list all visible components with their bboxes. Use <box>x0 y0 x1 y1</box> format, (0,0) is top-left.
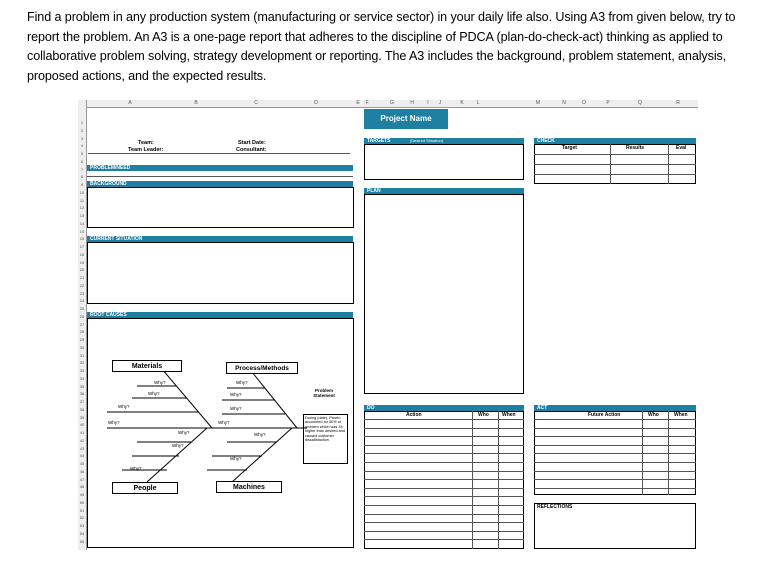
act-row-rule <box>534 436 696 437</box>
do-row-rule <box>364 462 524 463</box>
why-8: Why? <box>172 443 184 448</box>
row-header-41[interactable]: 41 <box>79 430 85 435</box>
check-rule-3 <box>534 174 696 175</box>
do-row-rule <box>364 471 524 472</box>
row-header-48[interactable]: 48 <box>79 484 85 490</box>
act-col-who: Who <box>648 412 659 418</box>
problem-note: During (date), Parefo accounted for 50% of problem which was 3X higher than desired and caused customer dissatisfaction <box>303 414 348 464</box>
row-header-16[interactable]: 16 <box>79 236 85 242</box>
act-header: ACT <box>534 405 696 411</box>
check-col-results: Results <box>626 145 645 151</box>
column-header-d[interactable]: D <box>314 100 318 106</box>
a3-spreadsheet <box>78 100 698 550</box>
row-header-1[interactable]: 1 <box>80 120 84 125</box>
row-header-10[interactable]: 10 <box>79 189 85 195</box>
why-4: Why? <box>236 380 248 385</box>
do-row-rule <box>364 531 524 532</box>
act-row-rule <box>534 471 696 472</box>
act-row-rule <box>534 419 696 420</box>
row-header-37[interactable]: 37 <box>79 399 85 404</box>
do-row-rule <box>364 539 524 540</box>
fishbone-process-methods: Process/Methods <box>226 362 298 374</box>
row-header-14[interactable]: 14 <box>79 220 85 226</box>
row-header-35[interactable]: 35 <box>79 383 85 389</box>
row-header-47[interactable]: 47 <box>79 476 85 482</box>
row-header-11[interactable]: 11 <box>79 197 85 203</box>
column-header-b[interactable]: B <box>194 100 198 106</box>
row-header-39[interactable]: 39 <box>79 414 85 420</box>
do-col-action: Action <box>406 412 422 418</box>
root-causes-header: ROOT CAUSES <box>87 312 353 318</box>
check-rule-2 <box>534 164 696 165</box>
current-situation-header: CURRENT SITUATION <box>87 236 353 242</box>
do-row-rule <box>364 496 524 497</box>
row-header-34[interactable]: 34 <box>79 375 85 381</box>
row-header-43[interactable]: 43 <box>79 445 85 451</box>
problem-need-header: PROBLEM/NEED <box>87 165 353 171</box>
do-row-rule <box>364 488 524 489</box>
row-header-12[interactable]: 12 <box>79 205 85 211</box>
act-row-rule <box>534 428 696 429</box>
column-header-o[interactable]: O <box>582 100 586 106</box>
row-header-33[interactable]: 33 <box>79 368 85 373</box>
why-12: Why? <box>108 420 120 425</box>
team-leader-label: Team Leader: <box>128 147 164 153</box>
column-header-m[interactable]: M <box>535 100 541 106</box>
column-header-n[interactable]: N <box>562 100 566 106</box>
row-header-49[interactable]: 49 <box>79 492 85 497</box>
row-header-32[interactable]: 32 <box>79 360 85 366</box>
act-col-when: When <box>674 412 688 418</box>
act-row-rule <box>534 479 696 480</box>
project-name-banner: Project Name <box>364 109 448 129</box>
do-row-rule <box>364 505 524 506</box>
why-1: Why? <box>154 380 166 385</box>
row-header-4[interactable]: 4 <box>80 143 84 149</box>
row-header-25[interactable]: 25 <box>79 306 85 311</box>
do-row-rule <box>364 522 524 523</box>
column-header-c[interactable]: C <box>254 100 258 106</box>
row-header-46[interactable]: 46 <box>79 468 85 474</box>
act-row-rule <box>534 462 696 463</box>
check-col-target: Target <box>562 145 577 151</box>
why-3: Why? <box>118 404 130 409</box>
team-underline <box>88 153 350 154</box>
why-13: Why? <box>218 420 230 425</box>
act-row-rule <box>534 445 696 446</box>
row-header-18[interactable]: 18 <box>79 251 85 257</box>
row-header-40[interactable]: 40 <box>79 422 85 428</box>
row-header-20[interactable]: 20 <box>79 267 85 273</box>
background-header: BACKGROUND <box>87 181 353 187</box>
fishbone-people: People <box>112 482 178 494</box>
check-header: CHECK <box>534 138 696 144</box>
reflections-label: REFLECTIONS <box>537 504 573 510</box>
row-header-8[interactable]: 8 <box>80 174 84 180</box>
do-row-rule <box>364 428 524 429</box>
row-header-38[interactable]: 38 <box>79 406 85 412</box>
row-header-23[interactable]: 23 <box>79 290 85 296</box>
why-7: Why? <box>178 430 190 435</box>
row-header-9[interactable]: 9 <box>80 182 84 187</box>
do-row-rule <box>364 419 524 420</box>
do-row-rule <box>364 436 524 437</box>
row-header-22[interactable]: 22 <box>79 282 85 288</box>
why-11: Why? <box>230 456 242 461</box>
fishbone-materials: Materials <box>112 360 182 372</box>
do-row-rule <box>364 514 524 515</box>
fishbone-bone-people <box>147 428 207 482</box>
column-header-k[interactable]: K <box>460 100 464 106</box>
fishbone-machines: Machines <box>216 481 282 493</box>
column-header-f[interactable]: F <box>365 100 369 106</box>
why-5: Why? <box>230 392 242 397</box>
do-row-rule <box>364 445 524 446</box>
plan-header: PLAN <box>364 188 524 194</box>
row-header-55[interactable]: 55 <box>79 538 85 544</box>
row-header-5[interactable]: 5 <box>80 151 84 156</box>
column-header-g[interactable]: G <box>390 100 394 106</box>
row-header-50[interactable]: 50 <box>79 499 85 505</box>
column-header-q[interactable]: Q <box>638 100 642 106</box>
row-header-19[interactable]: 19 <box>79 259 85 265</box>
row-header-2[interactable]: 2 <box>80 127 84 133</box>
problem-statement-label: Problem Statement <box>313 388 335 398</box>
plan-box[interactable] <box>364 194 524 394</box>
consultant-label: Consultant: <box>236 147 267 153</box>
row-header-24[interactable]: 24 <box>79 298 85 304</box>
do-row-rule <box>364 453 524 454</box>
why-9: Why? <box>130 466 142 471</box>
row-header-7[interactable]: 7 <box>80 166 84 172</box>
row-header-27[interactable]: 27 <box>79 321 85 327</box>
row-header-30[interactable]: 30 <box>79 344 85 350</box>
column-header-a[interactable]: A <box>128 100 132 106</box>
row-header-44[interactable]: 44 <box>79 453 85 459</box>
row-header-51[interactable]: 51 <box>79 507 85 513</box>
row-header-29[interactable]: 29 <box>79 337 85 342</box>
do-header: DO <box>364 405 524 411</box>
act-row-rule <box>534 453 696 454</box>
team-label: Team: <box>138 140 154 146</box>
act-row-rule <box>534 488 696 489</box>
column-header-e[interactable]: E <box>356 100 360 106</box>
why-2: Why? <box>148 391 160 396</box>
do-row-rule <box>364 479 524 480</box>
column-header-i[interactable]: I <box>427 100 429 106</box>
problem-need-line <box>87 176 353 177</box>
do-col-when: When <box>502 412 516 418</box>
row-header-17[interactable]: 17 <box>79 244 85 249</box>
row-header-28[interactable]: 28 <box>79 329 85 335</box>
row-header-15[interactable]: 15 <box>79 228 85 234</box>
row-header-26[interactable]: 26 <box>79 313 85 319</box>
column-header-h[interactable]: H <box>410 100 414 106</box>
row-header-36[interactable]: 36 <box>79 391 85 397</box>
start-date-label: Start Date: <box>238 140 266 146</box>
instructions-text: Find a problem in any production system (manufacturing or service sector) in your daily life also. Using A3 from given below, try to report the problem. An A3 is a one-page report that adheres to the discipline of PDCA (plan-do-check-act) thinking as applied to collaborative problem solving, strategy development or reporting. The A3 includes the background, problem statement, analysis, proposed actions, and the expected results. <box>27 10 736 83</box>
check-col-eval: Eval <box>676 145 687 151</box>
row-header-6[interactable]: 6 <box>80 158 84 164</box>
act-col-future-action: Future Action <box>588 412 621 418</box>
row-header-13[interactable]: 13 <box>79 213 85 218</box>
column-header-p[interactable]: P <box>606 100 610 106</box>
row-header-53[interactable]: 53 <box>79 523 85 528</box>
current-situation-box[interactable] <box>87 242 354 304</box>
row-header-21[interactable]: 21 <box>79 275 85 280</box>
column-header-l[interactable]: L <box>476 100 480 106</box>
targets-label: TARGETS <box>367 138 391 144</box>
why-6: Why? <box>230 406 242 411</box>
row-header-52[interactable]: 52 <box>79 515 85 521</box>
do-col-who: Who <box>478 412 489 418</box>
targets-sub-label: (Desired Situation) <box>409 138 444 143</box>
row-header-3[interactable]: 3 <box>80 135 84 141</box>
column-header-r[interactable]: R <box>676 100 680 106</box>
row-header-31[interactable]: 31 <box>79 352 85 358</box>
column-header-j[interactable]: J <box>438 100 442 106</box>
row-header-45[interactable]: 45 <box>79 461 85 466</box>
background-box[interactable] <box>87 187 354 228</box>
why-10: Why? <box>254 432 266 437</box>
row-header-54[interactable]: 54 <box>79 530 85 536</box>
row-header-42[interactable]: 42 <box>79 437 85 443</box>
check-rule-1 <box>534 154 696 155</box>
targets-box[interactable] <box>364 144 524 180</box>
